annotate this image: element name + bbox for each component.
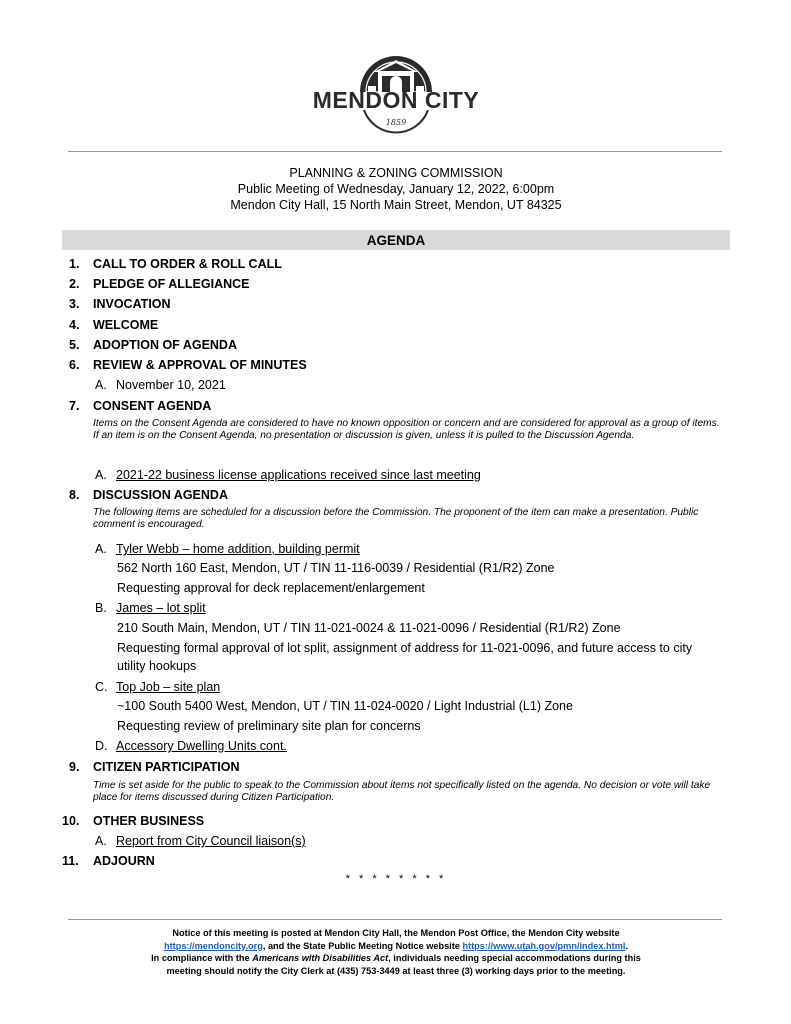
item-number: 5. xyxy=(69,338,80,352)
footer-line-4: meeting should notify the City Clerk at (435) 753-3449 at least three (3) working days prior to the meeting. xyxy=(166,965,626,976)
header-divider xyxy=(68,151,722,152)
item-c-request: Requesting review of preliminary site plan for concerns xyxy=(117,719,421,733)
item-label: OTHER BUSINESS xyxy=(93,814,205,828)
meeting-datetime: Public Meeting of Wednesday, January 12, 2022, 6:00pm xyxy=(237,182,555,196)
item-label: PLEDGE OF ALLEGIANCE xyxy=(93,277,250,291)
city-website-link[interactable]: https://mendoncity.org xyxy=(163,940,263,951)
item-label: DISCUSSION AGENDA xyxy=(93,488,228,502)
item-number: 2. xyxy=(69,277,80,291)
footer-divider xyxy=(68,919,722,920)
ada-reference: Americans with Disabilities Act xyxy=(252,953,389,963)
item-label: CITIZEN PARTICIPATION xyxy=(93,760,240,774)
section-separator: * * * * * * * * xyxy=(345,873,447,885)
item-label: REVIEW & APPROVAL OF MINUTES xyxy=(93,358,307,372)
agenda-heading: AGENDA xyxy=(62,230,730,250)
item-label: INVOCATION xyxy=(93,297,171,311)
item-b-request: Requesting formal approval of lot split, assignment of address for 11-021-0096, and future access to city utility hookups xyxy=(117,641,693,673)
james-lot-split-link[interactable]: James – lot split xyxy=(116,601,206,615)
footer-line-3: In compliance with the Americans with Disabilities Act, individuals needing special accommodations during this xyxy=(151,953,641,963)
item-number: 10. xyxy=(62,814,80,828)
top-job-link[interactable]: Top Job – site plan xyxy=(116,680,221,694)
meeting-location: Mendon City Hall, 15 North Main Street, Mendon, UT 84325 xyxy=(230,198,562,212)
mendon-city-logo xyxy=(308,42,484,134)
item-number: 4. xyxy=(69,318,80,332)
item-number: 6. xyxy=(69,358,80,372)
item-a-request: Requesting approval for deck replacement/enlargement xyxy=(117,581,425,595)
council-liaison-link[interactable]: Report from City Council liaison(s) xyxy=(116,834,306,848)
citizen-participation-note: Time is set aside for the public to speak to the Commission about items not specifically listed on the agenda. No decision or vote will take place for items discussed during Citizen Participation. xyxy=(93,780,711,804)
item-label: WELCOME xyxy=(93,318,159,332)
commission-title: PLANNING & ZONING COMMISSION xyxy=(289,166,503,180)
footer-notice xyxy=(62,927,730,977)
adu-link[interactable]: Accessory Dwelling Units cont. xyxy=(116,739,287,753)
item-a-details: 562 North 160 East, Mendon, UT / TIN 11-116-0039 / Residential (R1/R2) Zone xyxy=(117,561,555,575)
item-number: 9. xyxy=(69,760,80,774)
item-number: 3. xyxy=(69,297,80,311)
footer-line-2: https://mendoncity.org, and the State Public Meeting Notice website https://www.utah.gov/pmn/index.html. xyxy=(163,940,629,951)
item-number: 1. xyxy=(69,257,80,271)
consent-agenda-note: Items on the Consent Agenda are considered to have no known opposition or concern and are considered for approval as a group of items. If an item is on the Consent Agenda, no presentation or discussion is given, unless it is pulled to the Discussion Agenda. xyxy=(93,418,720,442)
item-number: 7. xyxy=(69,399,80,413)
logo-wordmark: MENDON CITY xyxy=(312,87,480,113)
state-notice-link[interactable]: https://www.utah.gov/pmn/index.html xyxy=(462,940,626,951)
item-b-details: 210 South Main, Mendon, UT / TIN 11-021-0024 & 11-021-0096 / Residential (R1/R2) Zone xyxy=(117,621,621,635)
item-label: ADJOURN xyxy=(93,854,155,868)
footer-line-1: Notice of this meeting is posted at Mendon City Hall, the Mendon Post Office, the Mendon City website xyxy=(172,928,620,938)
logo-year: 1859 xyxy=(385,118,407,127)
item-number: 11. xyxy=(62,854,79,868)
mendon-city-emblem xyxy=(308,42,484,134)
item-label: CALL TO ORDER & ROLL CALL xyxy=(93,257,282,271)
discussion-agenda-note: The following items are scheduled for a discussion before the Commission. The proponent of the item can make a presentation. Public comment is encouraged. xyxy=(93,507,699,531)
item-label: CONSENT AGENDA xyxy=(93,399,212,413)
item-label: ADOPTION OF AGENDA xyxy=(93,338,237,352)
business-license-link[interactable]: 2021-22 business license applications received since last meeting xyxy=(116,468,481,482)
item-number: 8. xyxy=(69,488,80,502)
tyler-webb-link[interactable]: Tyler Webb – home addition, building permit xyxy=(116,542,360,556)
item-c-details: ~100 South 5400 West, Mendon, UT / TIN 11-024-0020 / Light Industrial (L1) Zone xyxy=(117,699,573,713)
